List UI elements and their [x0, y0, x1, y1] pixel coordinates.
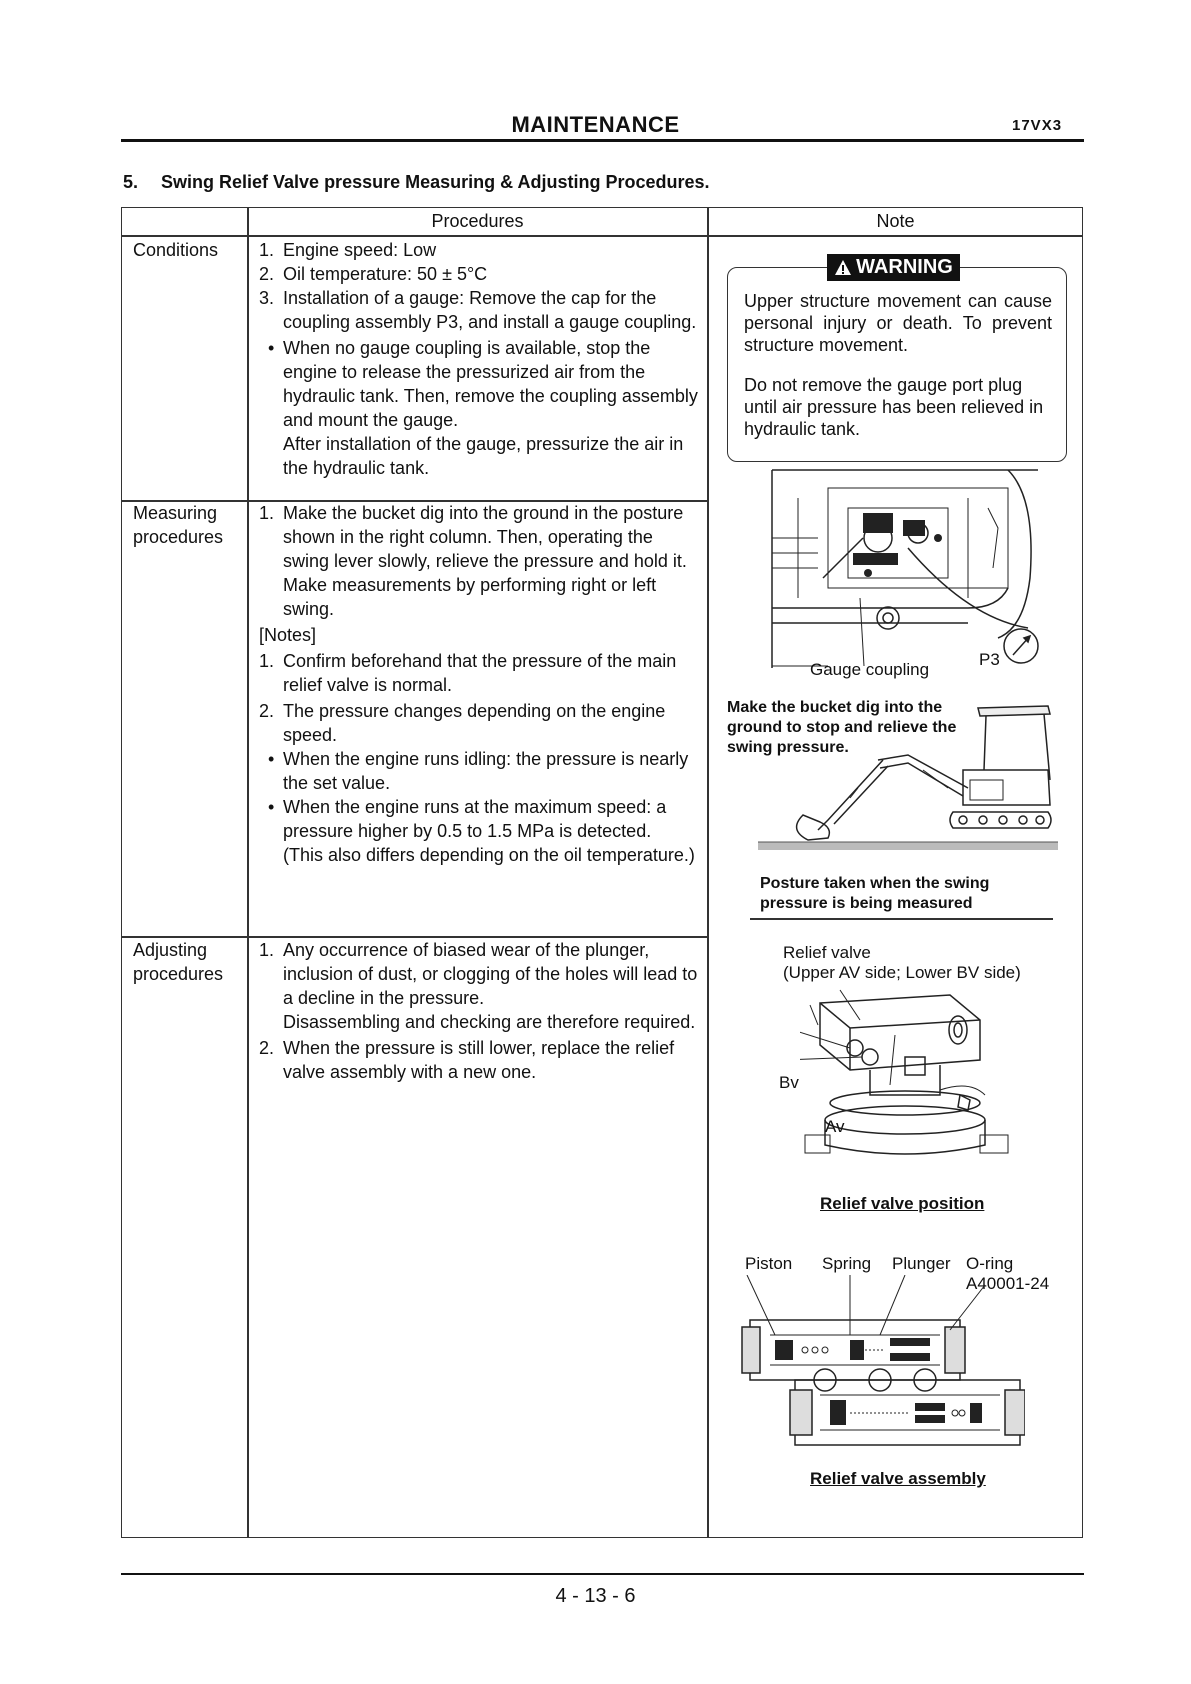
relief-valve-assembly-figure: [740, 1275, 1025, 1455]
warning-badge: [827, 254, 960, 281]
posture-caption-top: Make the bucket dig into the ground to stop and relieve the swing pressure.: [727, 699, 957, 756]
col-divider-2: [707, 208, 709, 1537]
relief-valve-title-1: Relief valve: [783, 943, 871, 962]
list-item: (This also differs depending on the oil temperature.): [283, 845, 695, 865]
list-item: After installation of the gauge, pressurize the air in the hydraulic tank.: [283, 434, 684, 478]
footer-rule: [121, 1573, 1084, 1575]
col-divider-1: [247, 208, 249, 1537]
list-item: 1. Engine speed: Low: [259, 240, 437, 260]
list-item: • When the engine runs at the maximum speed: a pressure higher by 0.5 to 1.5 MPa is detected.: [268, 797, 667, 841]
warning-text-1: Upper structure movement can cause personal injury or death. To prevent structure movement.: [744, 291, 1052, 355]
warning-triangle-icon: [834, 259, 852, 276]
page-number: 4 - 13 - 6: [555, 1585, 636, 1607]
row-label-conditions: Conditions: [133, 240, 219, 260]
section-number: 5.: [123, 172, 139, 192]
list-item: 3. Installation of a gauge: Remove the cap for the coupling assembly P3, and install a gauge coupling.: [259, 288, 697, 332]
excavator-posture-figure: [758, 700, 1058, 865]
label-av: Av: [825, 1117, 845, 1136]
row-label-measuring: Measuring procedures: [133, 503, 224, 547]
relief-valve-assembly-caption: Relief valve assembly: [810, 1469, 986, 1488]
page-header-title: MAINTENANCE: [511, 112, 680, 137]
list-item: 1. Any occurrence of biased wear of the plunger, inclusion of dust, or clogging of the holes will lead to a decline in the pressure.: [259, 940, 698, 1008]
label-bv: Bv: [779, 1073, 799, 1092]
measuring-list: [259, 501, 699, 867]
model-code: 17VX3: [1012, 117, 1063, 134]
label-oring: O-ring: [966, 1254, 1014, 1273]
header-row-rule: [122, 235, 1082, 237]
list-item: 2. The pressure changes depending on the engine speed.: [259, 701, 666, 745]
col-header-procedures: Procedures: [431, 211, 524, 231]
posture-caption-rule: [750, 918, 1053, 920]
adjusting-list: [259, 938, 699, 1084]
list-item: Disassembling and checking are therefore required.: [283, 1012, 696, 1032]
label-part-code: A40001-24: [966, 1274, 1050, 1293]
header-rule: [121, 139, 1084, 142]
col-header-note: Note: [876, 211, 915, 231]
label-plunger: Plunger: [892, 1254, 951, 1273]
list-item: • When the engine runs idling: the pressure is nearly the set value.: [268, 749, 689, 793]
label-piston: Piston: [745, 1254, 793, 1273]
label-spring: Spring: [822, 1254, 872, 1273]
relief-valve-position-figure: [800, 985, 1020, 1170]
notes-label: [Notes]: [259, 625, 317, 645]
list-item: 1. Make the bucket dig into the ground in the posture shown in the right column. Then, operating the swing lever slowly, relieve the pressure and hold it.: [259, 503, 687, 571]
list-item: 1. Confirm beforehand that the pressure of the main relief valve is normal.: [259, 651, 677, 695]
label-gauge-coupling: Gauge coupling: [810, 660, 930, 679]
warning-text-2: Do not remove the gauge port plug until air pressure has been relieved in hydraulic tank.: [744, 375, 1044, 439]
section-heading: [123, 172, 710, 193]
list-item: 2. When the pressure is still lower, replace the relief valve assembly with a new one.: [259, 1038, 675, 1082]
conditions-list: [259, 238, 699, 480]
list-item: • When no gauge coupling is available, stop the engine to release the pressurized air from the hydraulic tank. Then, remove the coupling assembly and mount the gauge.: [268, 338, 698, 430]
label-p3: P3: [979, 650, 1000, 669]
warning-box: [727, 256, 1067, 462]
relief-valve-position-caption: Relief valve position: [820, 1194, 985, 1213]
warning-label: WARNING: [856, 256, 953, 278]
gauge-coupling-figure: [768, 468, 1048, 668]
relief-valve-title-2: (Upper AV side; Lower BV side): [783, 963, 1021, 982]
list-item: 2. Oil temperature: 50 ± 5°C: [259, 264, 488, 284]
list-item: Make measurements by performing right or left swing.: [283, 575, 657, 619]
row-label-adjusting: Adjusting procedures: [133, 940, 224, 984]
posture-caption-bottom: Posture taken when the swing pressure is being measured: [760, 875, 990, 912]
section-title: Swing Relief Valve pressure Measuring & Adjusting Procedures.: [161, 172, 710, 192]
